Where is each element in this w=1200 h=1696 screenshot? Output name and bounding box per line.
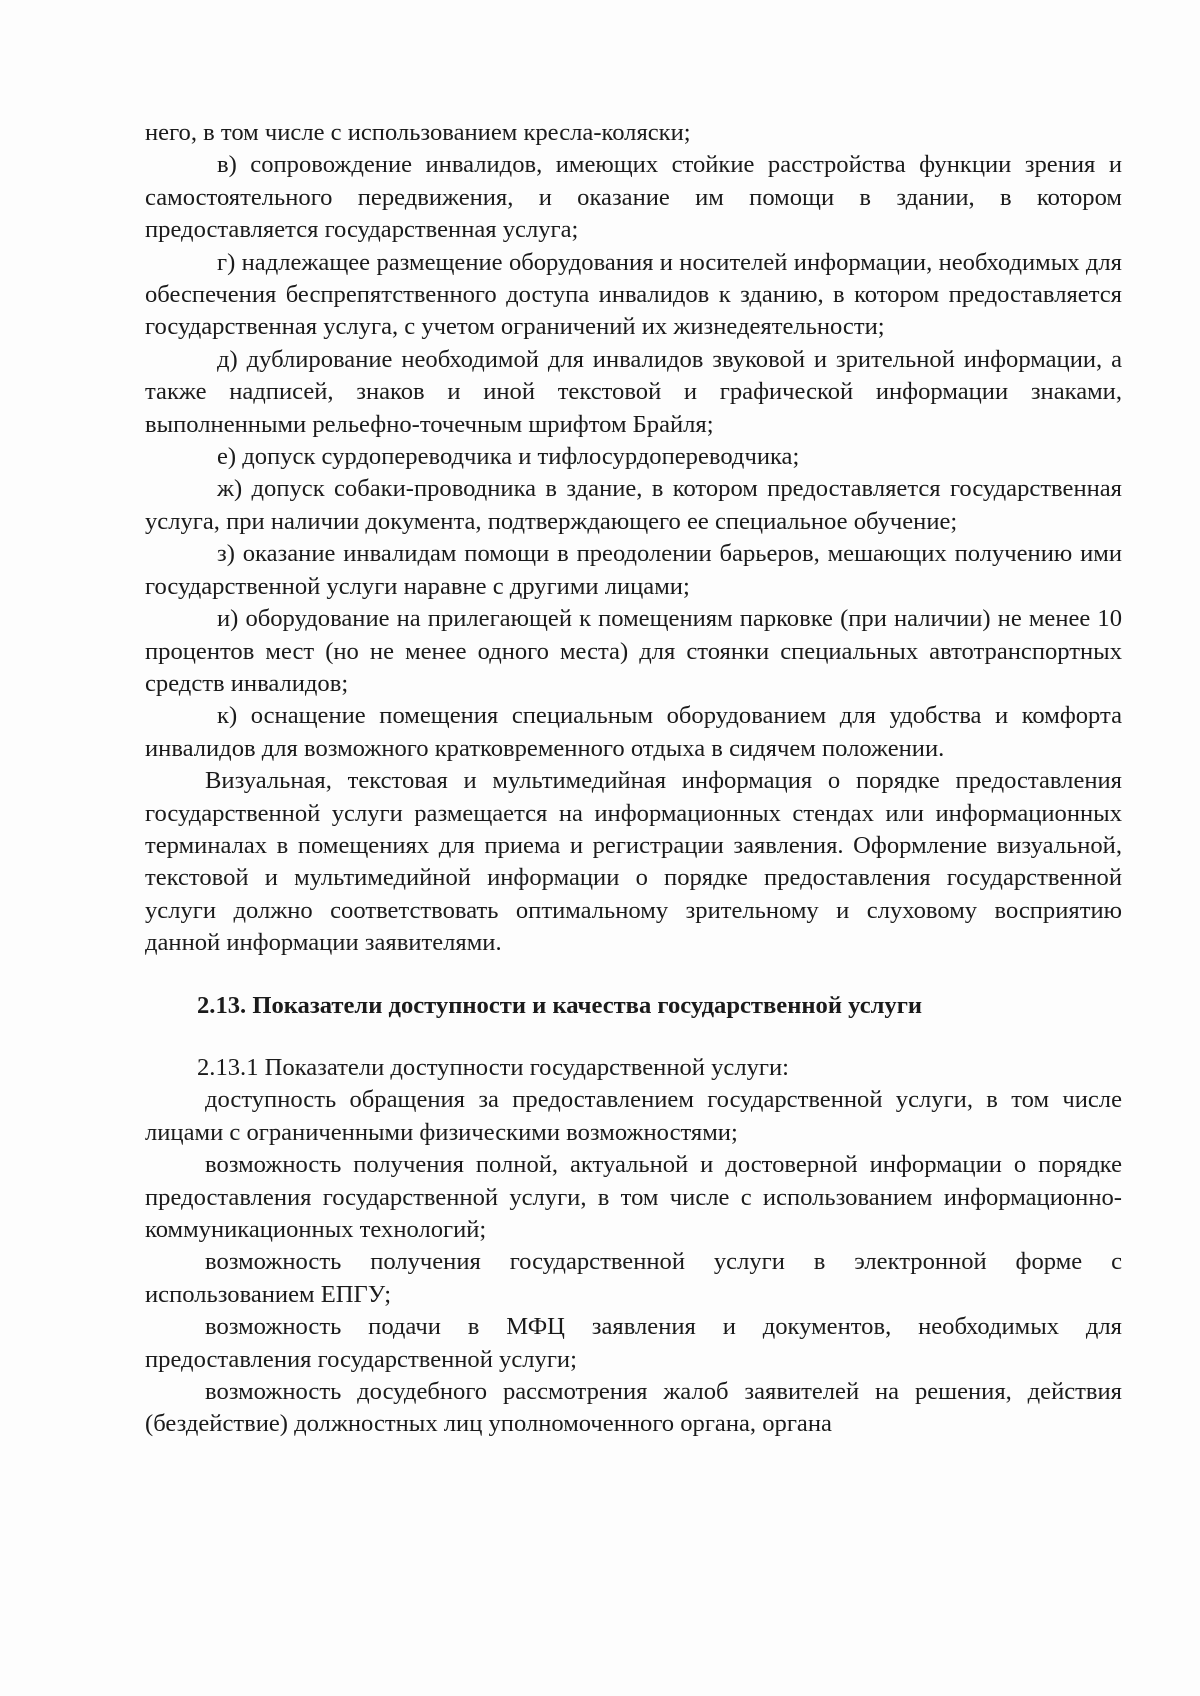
- indicator-item: доступность обращения за предоставлением государственной услуги, в том числе лицами с ограниченными физическими возможностями;: [145, 1086, 1122, 1146]
- paragraph-item-zh: ж) допуск собаки-проводника в здание, в котором предоставляется государственная услуга, при наличии документа, подтверждающего ее специальное обучение;: [145, 475, 1122, 535]
- indicator-item: возможность получения полной, актуальной и достоверной информации о порядке предоставления государственной услуги, в том числе с использованием информационно-коммуникационных технологий;: [145, 1151, 1122, 1243]
- paragraph-item-z: з) оказание инвалидам помощи в преодолении барьеров, мешающих получению ими государственной услуги наравне с другими лицами;: [145, 540, 1122, 600]
- paragraph-item-k: к) оснащение помещения специальным оборудованием для удобства и комфорта инвалидов для возможного кратковременного отдыха в сидячем положении.: [145, 702, 1122, 762]
- paragraph-item-v: в) сопровождение инвалидов, имеющих стойкие расстройства функции зрения и самостоятельного передвижения, и оказание им помощи в здании, в котором предоставляется государственная услуга;: [145, 151, 1122, 244]
- paragraph-item-i: и) оборудование на прилегающей к помещениям парковке (при наличии) не менее 10 процентов мест (но не менее одного места) для стоянки специальных автотранспортных средств инвалидов;: [145, 605, 1122, 697]
- paragraph-visual-info: Визуальная, текстовая и мультимедийная информация о порядке предоставления государственной услуги размещается на информационных стендах или информационных терминалах в помещениях для приема и регистрации заявления. Оформление визуальной, текстовой и мультимедийной информации о порядке предоставления государственной услуги должно соответствовать оптимальному зрительному и слуховому восприятию данной информации заявителями.: [145, 767, 1122, 957]
- section-heading: 2.13. Показатели доступности и качества государственной услуги: [197, 991, 923, 1019]
- paragraph-item-g: г) надлежащее размещение оборудования и носителей информации, необходимых для обеспечения беспрепятственного доступа инвалидов к зданию, в котором предоставляется государственная услуга, с учетом ограничений их жизнедеятельности;: [145, 248, 1122, 341]
- subsection-title: 2.13.1 Показатели доступности государственной услуги:: [197, 1053, 789, 1081]
- indicator-item: возможность подачи в МФЦ заявления и документов, необходимых для предоставления государственной услуги;: [145, 1313, 1122, 1373]
- indicator-item: возможность получения государственной услуги в электронной форме с использованием ЕПГУ;: [145, 1248, 1122, 1308]
- paragraph-item-e: е) допуск сурдопереводчика и тифлосурдопереводчика;: [217, 443, 800, 471]
- paragraph-continuation: него, в том числе с использованием кресла-коляски;: [145, 119, 691, 146]
- document-body: [145, 117, 1122, 1441]
- indicator-item: возможность досудебного рассмотрения жалоб заявителей на решения, действия (бездействие) должностных лиц уполномоченного органа, органа: [145, 1378, 1122, 1438]
- paragraph-item-d: д) дублирование необходимой для инвалидов звуковой и зрительной информации, а также надписей, знаков и иной текстовой и графической информации знаками, выполненными рельефно-точечным шрифтом Брайля;: [145, 345, 1122, 438]
